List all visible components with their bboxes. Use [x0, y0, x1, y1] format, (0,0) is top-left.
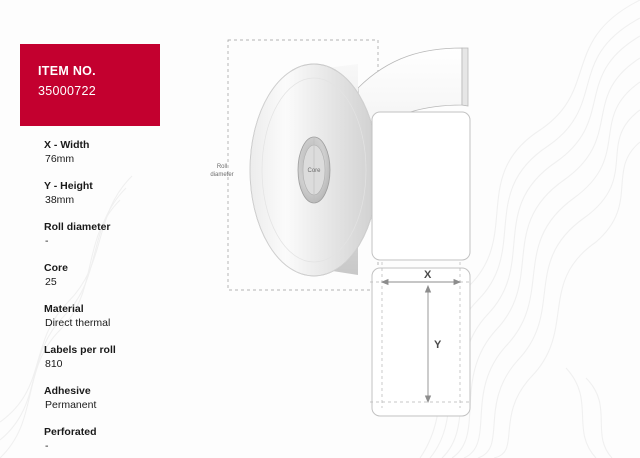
spec-row-material — [44, 302, 234, 331]
roll-diameter-label-line2: diameter — [210, 172, 234, 178]
spec-row-adhesive — [44, 384, 234, 413]
item-no-value: 35000722 — [38, 84, 97, 98]
core-label: Core — [307, 168, 321, 174]
spec-value-width: 76mm — [45, 153, 75, 165]
y-dimension-label: Y — [434, 339, 442, 351]
spec-key-core: Core — [44, 262, 68, 274]
spec-value-adhesive: Permanent — [45, 399, 97, 411]
spec-row-height — [44, 179, 234, 208]
specification-list — [44, 138, 234, 458]
spec-row-labels-per-roll — [44, 343, 234, 372]
spec-row-perforated — [44, 425, 234, 454]
spec-value-roll-diameter: - — [45, 235, 49, 247]
spec-value-perforated: - — [45, 440, 49, 452]
x-dimension-label: X — [424, 269, 432, 281]
spec-key-width: X - Width — [44, 139, 90, 151]
spec-key-material: Material — [44, 303, 84, 315]
spec-key-roll-diameter: Roll diameter — [44, 221, 111, 233]
label-front-upper — [372, 112, 470, 260]
label-roll-drawing — [210, 20, 630, 440]
spec-key-labels-per-roll: Labels per roll — [44, 344, 116, 356]
spec-value-core: 25 — [45, 276, 57, 288]
spec-key-perforated: Perforated — [44, 426, 97, 438]
spec-value-material: Direct thermal — [45, 317, 111, 329]
item-number-box — [20, 44, 160, 126]
spec-row-core — [44, 261, 234, 290]
spec-key-height: Y - Height — [44, 180, 93, 192]
roll-diameter-label-line1: Roll — [216, 164, 228, 170]
label-front-lower — [372, 268, 470, 416]
spec-row-width — [44, 138, 234, 167]
spec-key-adhesive: Adhesive — [44, 385, 91, 397]
spec-value-labels-per-roll: 810 — [45, 358, 63, 370]
spec-value-height: 38mm — [45, 194, 75, 206]
spec-row-roll-diameter — [44, 220, 234, 249]
item-no-label: ITEM NO. — [38, 64, 96, 78]
